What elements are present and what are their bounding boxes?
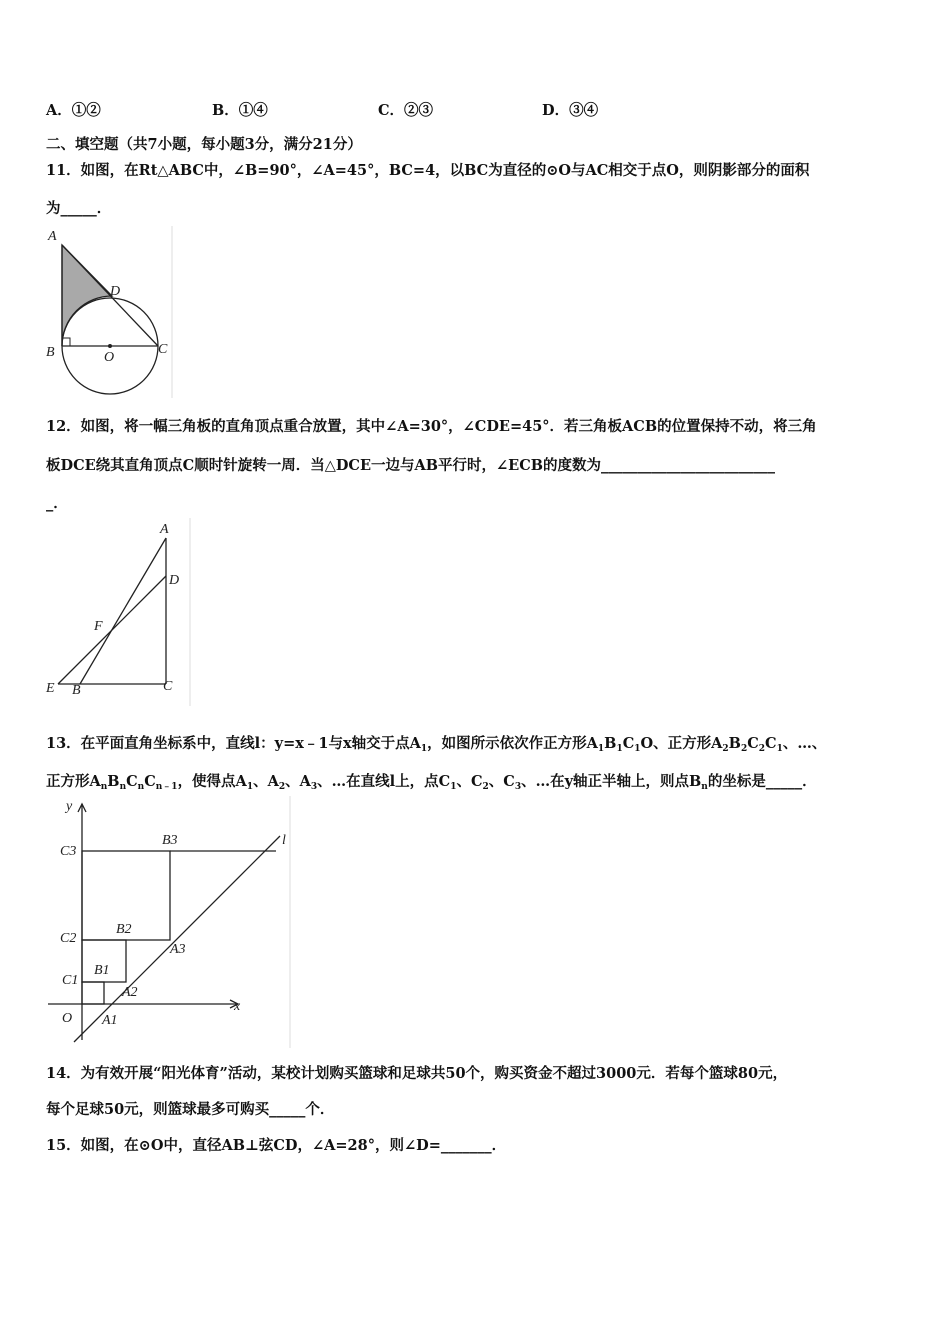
- label-y: y: [66, 799, 73, 814]
- q12-figure: [44, 518, 194, 706]
- q13-line1: 13．在平面直角坐标系中，直线l：y=x﹣1与x轴交于点$A_1$，如图所示依次作正方形$A_1B_1C_1O$、正方形$A_2B_2C_2C_1$、…、: [46, 735, 827, 754]
- label-c3: C3: [60, 844, 77, 859]
- q13-figure: [44, 796, 294, 1048]
- choice-b: B．①④: [212, 102, 268, 119]
- choice-a: A．①②: [46, 102, 101, 119]
- label-a2: A2: [122, 985, 138, 1000]
- q15-line1: 15．如图，在⊙O中，直径AB⊥弦CD，∠A=28°，则∠D=_______．: [46, 1137, 507, 1154]
- label-x: x: [234, 999, 241, 1014]
- q11-line1: 11．如图，在Rt△ABC中，∠B=90°，∠A=45°，BC=4，以BC为直径的⊙O与AC相交于点O，则阴影部分的面积: [46, 162, 810, 179]
- label-a: A: [160, 522, 169, 537]
- label-o: O: [62, 1011, 73, 1026]
- q11-figure: [44, 226, 174, 398]
- label-d: D: [169, 573, 180, 588]
- label-a: A: [48, 229, 57, 244]
- q13-line2: 正方形$A_nB_nC_nC_{n﹣1}$，使得点$A_1$、$A_2$、$A_3$、…在直线l上，点$C_1$、$C_2$、$C_3$、…在y轴正半轴上，则点$B_n$的坐标是_____．: [46, 773, 817, 792]
- label-b: B: [46, 345, 55, 360]
- q12-line2: 板DCE绕其直角顶点C顺时针旋转一周．当△DCE一边与AB平行时，∠ECB的度数为________________________: [46, 457, 776, 474]
- choice-d: D．③④: [542, 102, 599, 119]
- label-a3: A3: [170, 942, 186, 957]
- q12-line1: 12．如图，将一幅三角板的直角顶点重合放置，其中∠A=30°，∠CDE=45°．若三角板ACB的位置保持不动，将三角: [46, 418, 817, 435]
- label-c2: C2: [60, 931, 77, 946]
- q14-line2: 每个足球50元，则篮球最多可购买_____个．: [46, 1101, 335, 1118]
- choice-c: C．②③: [378, 102, 434, 119]
- label-o: O: [104, 350, 115, 365]
- label-b3: B3: [162, 833, 178, 848]
- label-b2: B2: [116, 922, 132, 937]
- q12-line3: _．: [46, 495, 68, 512]
- label-a1: A1: [102, 1013, 118, 1028]
- q14-line1: 14．为有效开展“阳光体育”活动，某校计划购买篮球和足球共50个，购买资金不超过3000元．若每个篮球80元，: [46, 1065, 788, 1082]
- label-c1: C1: [62, 973, 79, 988]
- section-title: 二、填空题（共7小题，每小题3分，满分21分）: [46, 136, 362, 153]
- label-c: C: [158, 342, 168, 357]
- label-b1: B1: [94, 963, 110, 978]
- label-e: E: [46, 681, 55, 696]
- label-d: D: [110, 284, 121, 299]
- q11-line2: 为_____．: [46, 200, 112, 217]
- label-c: C: [163, 679, 173, 694]
- label-f: F: [94, 619, 103, 634]
- label-l: l: [282, 833, 286, 848]
- label-b: B: [72, 683, 81, 698]
